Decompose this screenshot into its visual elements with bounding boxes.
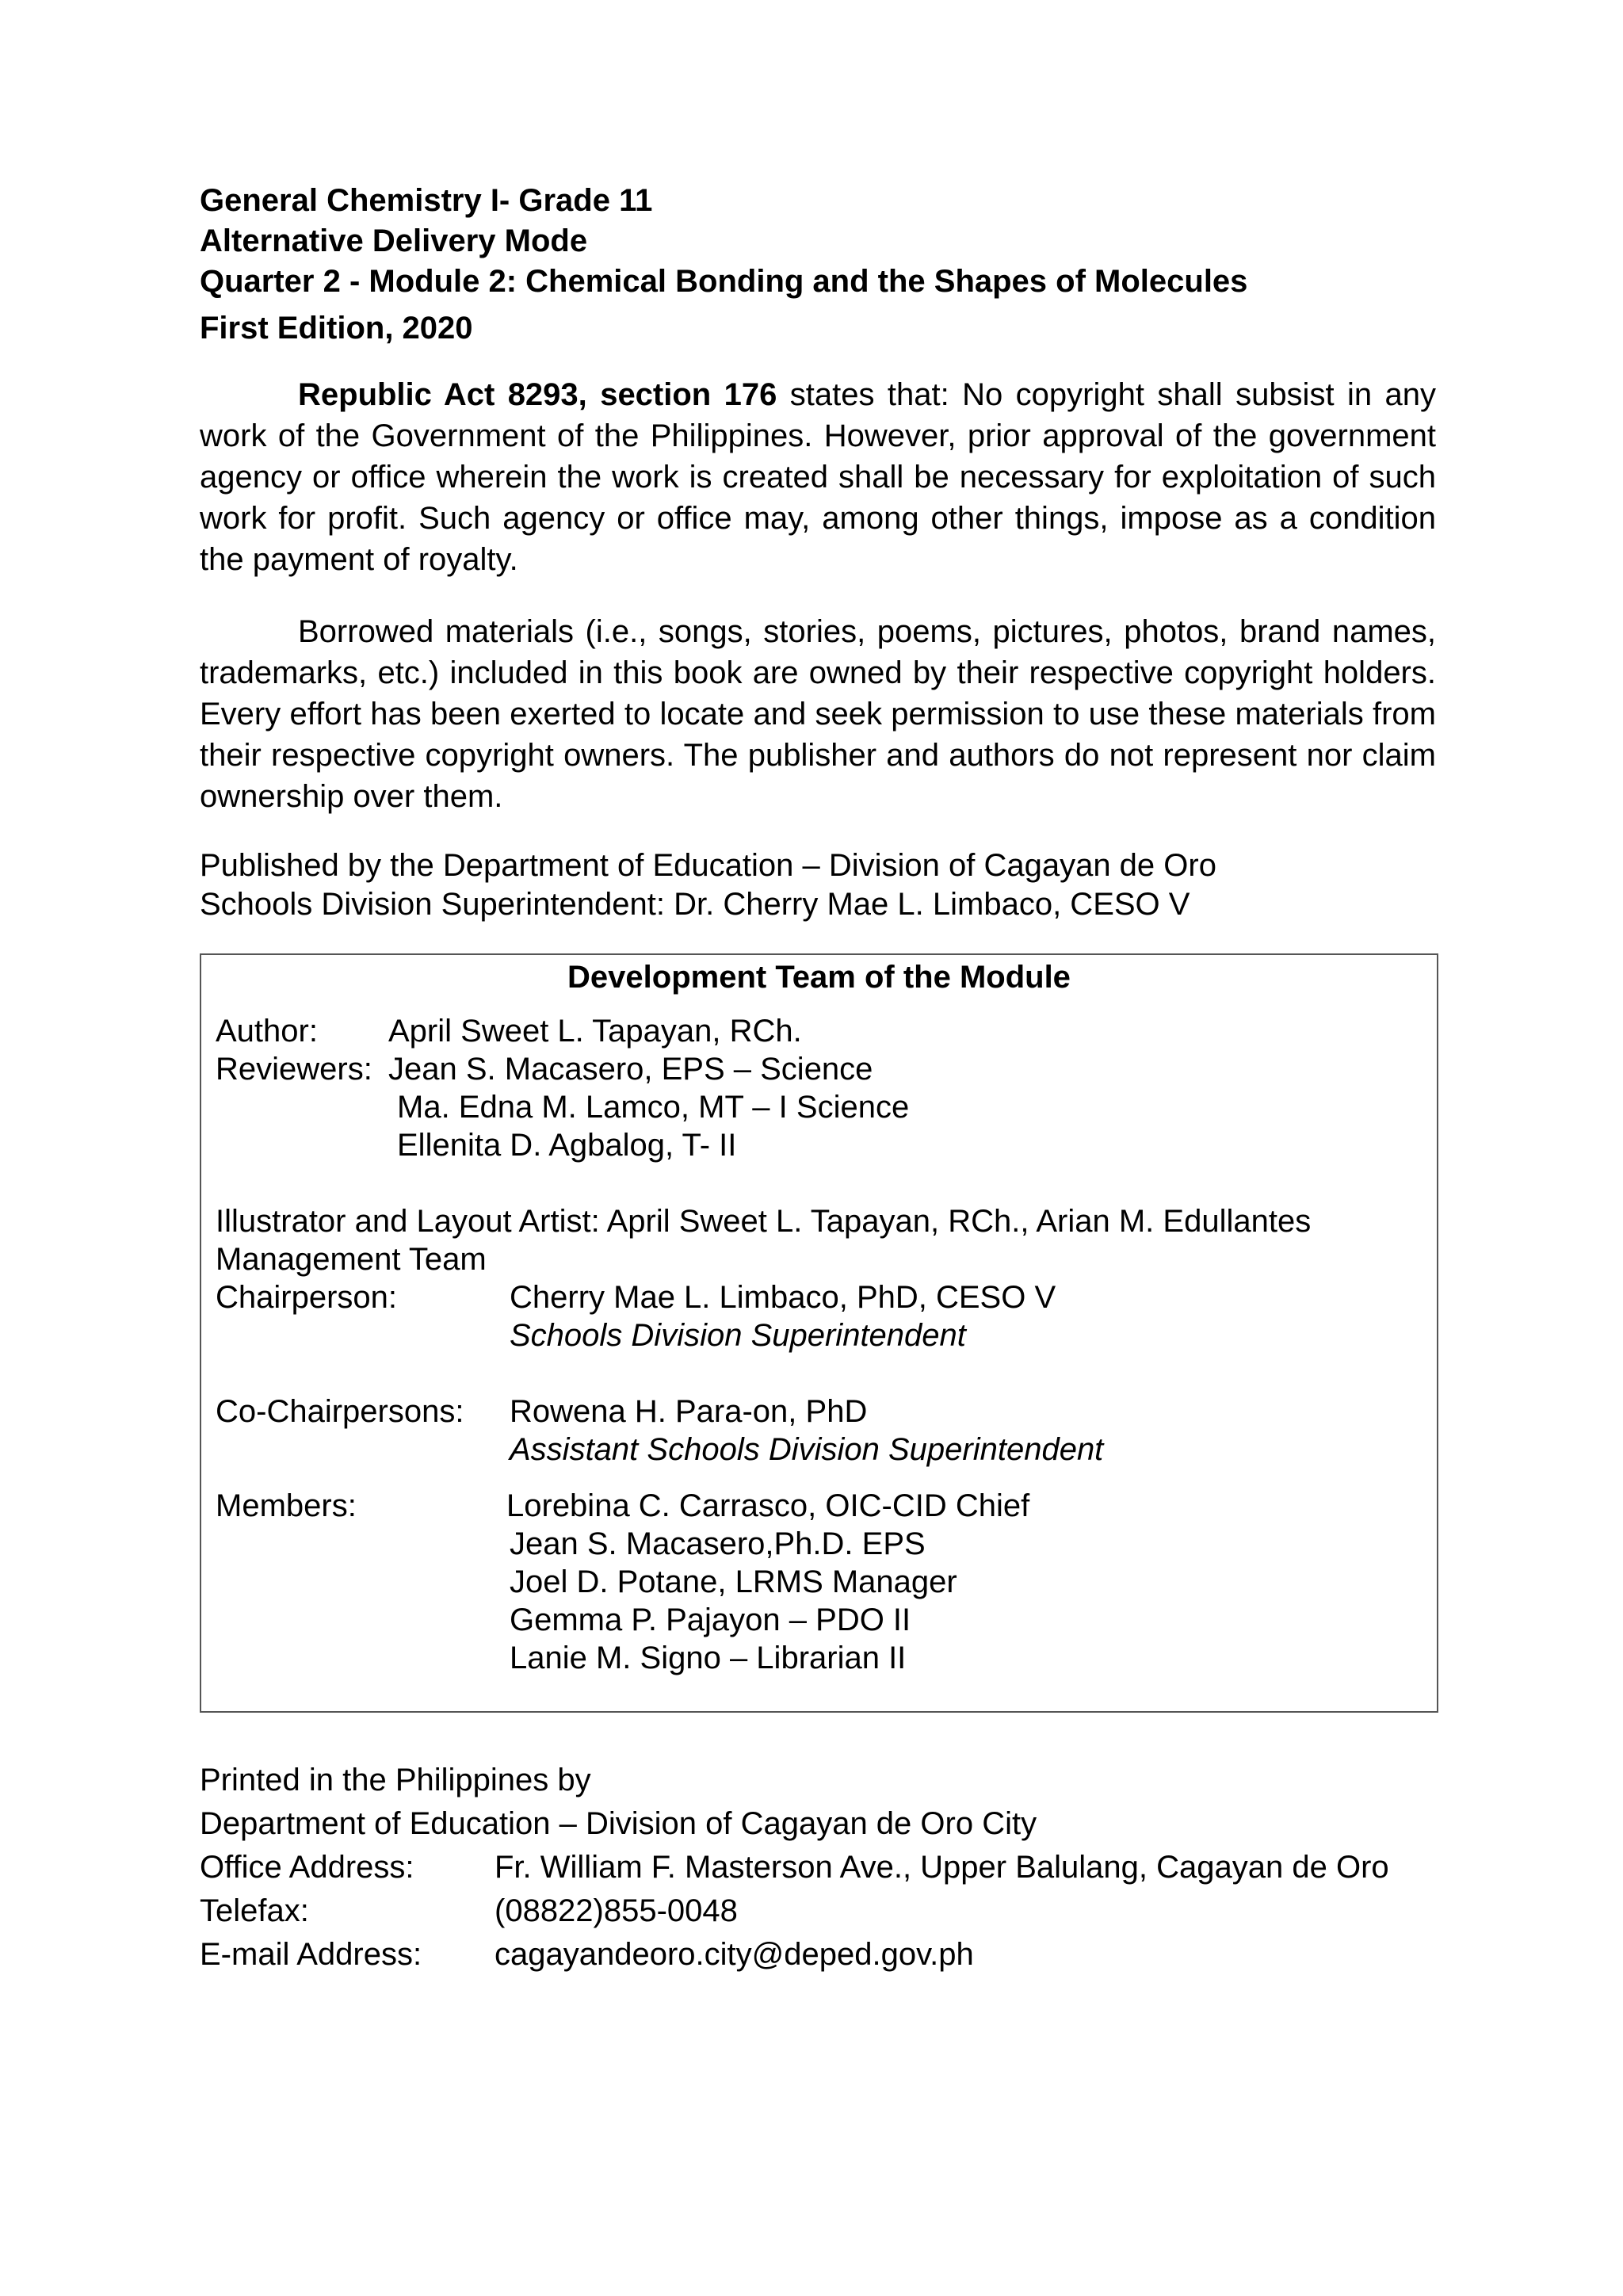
borrowed-materials-paragraph: Borrowed materials (i.e., songs, stories, poems, pictures, photos, brand names, trademarks, etc.) included in this book are owned by their respective copyright holders. Every effort has been exerted to locate and seek permission to use these materials from their respective copyright owners. The publisher and authors do not represent nor claim ownership over them. [200, 614, 1436, 814]
email-address-label: E-mail Address: [200, 1937, 422, 1972]
reviewer-name: Ma. Edna M. Lamco, MT – I Science [397, 1090, 910, 1125]
office-address-value: Fr. William F. Masterson Ave., Upper Balulang, Cagayan de Oro [495, 1850, 1389, 1885]
email-address-value: cagayandeoro.city@deped.gov.ph [495, 1937, 974, 1972]
email-address-row [200, 1933, 1436, 1977]
printing-info [200, 1759, 1436, 1977]
development-team-box [200, 953, 1438, 1713]
team-title: Development Team of the Module [567, 960, 1071, 995]
copyright-page [200, 181, 1436, 1977]
publisher-info [200, 846, 1436, 924]
co-chairperson-title: Assistant Schools Division Superintendent [510, 1432, 1104, 1467]
member-name: Lorebina C. Carrasco, OIC-CID Chief [506, 1488, 1030, 1523]
author-name: April Sweet L. Tapayan, RCh. [388, 1014, 802, 1049]
copyright-text: states that: No copyright shall subsist in any work of the Government of the Philippines. However, prior approval of the government agency or office wherein the work is created shall be necessary for exploitation of such work for profit. Such agency or office may, among other things, impose as a condition the payment of royalty. [200, 377, 1436, 577]
chairperson-name: Cherry Mae L. Limbaco, PhD, CESO V [510, 1280, 1056, 1315]
member-name: Jean S. Macasero,Ph.D. EPS [510, 1526, 926, 1561]
course-title: General Chemistry I- Grade 11 [200, 183, 653, 218]
chairperson-row [216, 1278, 1423, 1316]
telefax-value: (08822)855-0048 [495, 1893, 738, 1928]
printed-line: Printed in the Philippines by [200, 1763, 591, 1797]
author-label: Author: [216, 1014, 318, 1049]
publisher-line: Published by the Department of Education – Division of Cagayan de Oro [200, 848, 1216, 883]
member-name: Lanie M. Signo – Librarian II [510, 1641, 907, 1675]
copyright-paragraph [200, 374, 1436, 580]
member-name: Gemma P. Pajayon – PDO II [510, 1603, 911, 1637]
co-chairperson-name: Rowena H. Para-on, PhD [510, 1394, 868, 1429]
author-row [216, 1012, 1423, 1050]
illustrator-line: Illustrator and Layout Artist: April Sweet L. Tapayan, RCh., Arian M. Edullantes [216, 1204, 1312, 1239]
reviewer-name: Jean S. Macasero, EPS – Science [388, 1052, 873, 1087]
reviewers-label: Reviewers: [216, 1052, 372, 1087]
chairperson-label: Chairperson: [216, 1280, 398, 1315]
edition: First Edition, 2020 [200, 311, 473, 346]
co-chairpersons-row [216, 1392, 1423, 1431]
telefax-label: Telefax: [200, 1893, 309, 1928]
office-address-label: Office Address: [200, 1850, 414, 1885]
members-row [216, 1487, 1423, 1525]
department-line: Department of Education – Division of Cagayan de Oro City [200, 1806, 1037, 1841]
module-title: Quarter 2 - Module 2: Chemical Bonding and the Shapes of Molecules [200, 264, 1248, 299]
telefax-row [200, 1889, 1436, 1933]
member-name: Joel D. Potane, LRMS Manager [510, 1564, 957, 1599]
delivery-mode: Alternative Delivery Mode [200, 223, 588, 258]
management-team-heading: Management Team [216, 1242, 487, 1277]
chairperson-title: Schools Division Superintendent [510, 1318, 966, 1353]
members-label: Members: [216, 1488, 357, 1523]
superintendent-line: Schools Division Superintendent: Dr. Cherry Mae L. Limbaco, CESO V [200, 887, 1190, 922]
reviewer-name: Ellenita D. Agbalog, T- II [397, 1128, 737, 1163]
republic-act-reference: Republic Act 8293, section 176 [298, 377, 777, 412]
office-address-row [200, 1846, 1436, 1889]
co-chairpersons-label: Co-Chairpersons: [216, 1394, 464, 1429]
reviewers-row [216, 1050, 1423, 1088]
